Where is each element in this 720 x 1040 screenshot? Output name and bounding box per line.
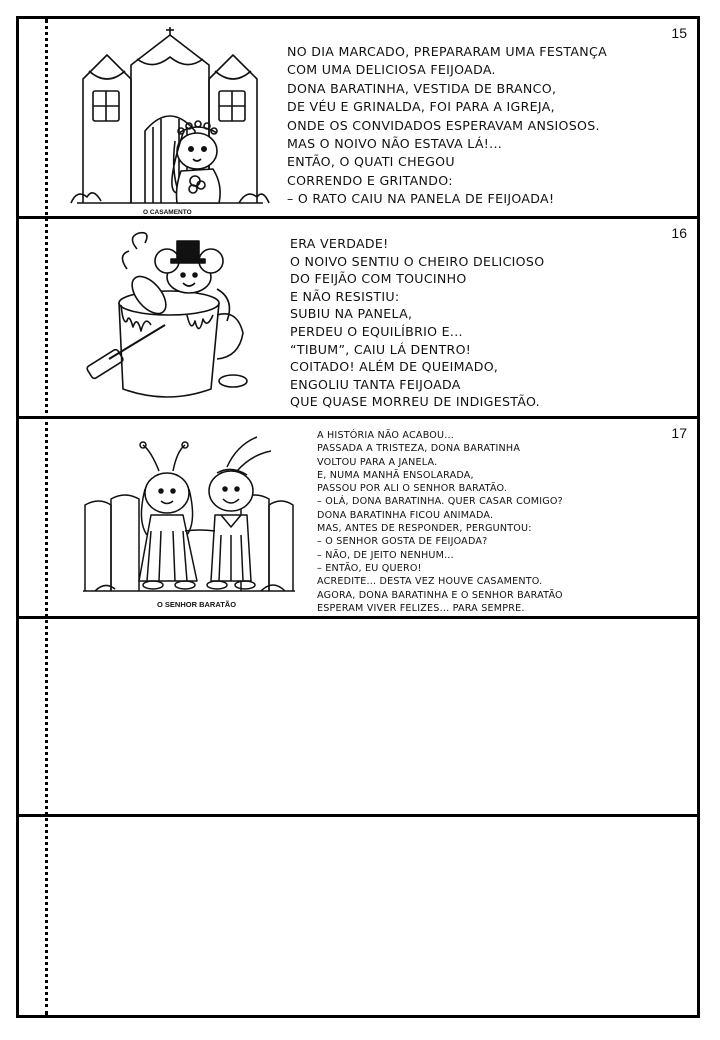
story-text — [317, 429, 563, 615]
story-panel-15 — [19, 19, 697, 219]
story-line: ERA VERDADE! — [290, 236, 389, 251]
story-panel-16 — [19, 219, 697, 419]
story-line: PASSOU POR ALI O SENHOR BARATÃO. — [317, 483, 508, 495]
panel-caption: O CASAMENTO — [143, 209, 192, 216]
story-line: “TIBUM”, CAIU LÁ DENTRO! — [290, 341, 472, 357]
story-line: COM UMA DELICIOSA FEIJOADA. — [287, 62, 496, 78]
story-line: SUBIU NA PANELA, — [290, 306, 413, 322]
story-line: ESPERAM VIVER FELIZES... PARA SEMPRE. — [317, 602, 525, 614]
panel-caption: O SENHOR BARATÃO — [157, 600, 237, 609]
empty-panel — [19, 817, 697, 1015]
story-line: ENGOLIU TANTA FEIJOADA — [290, 376, 461, 392]
story-line: ACREDITE... DESTA VEZ HOUVE CASAMENTO. — [317, 576, 543, 588]
story-line: DONA BARATINHA FICOU ANIMADA. — [317, 509, 494, 521]
panel-number: 17 — [671, 425, 687, 441]
cockroach-couple-icon — [81, 431, 297, 611]
story-line: PASSADA A TRISTEZA, DONA BARATINHA — [317, 443, 521, 455]
story-line: A HISTÓRIA NÃO ACABOU... — [317, 430, 455, 441]
empty-panel — [19, 619, 697, 817]
mouse-in-pot-icon — [67, 229, 267, 405]
story-text — [287, 43, 607, 209]
story-line: QUE QUASE MORREU DE INDIGESTÃO. — [290, 394, 540, 410]
story-line: NO DIA MARCADO, PREPARARAM UMA FESTANÇA — [287, 44, 608, 59]
story-line: MAS O NOIVO NÃO ESTAVA LÁ!... — [287, 136, 503, 152]
story-line: DO FEIJÃO COM TOUCINHO — [290, 271, 467, 287]
panel-number: 15 — [671, 25, 687, 41]
story-line: PERDEU O EQUILÍBRIO E... — [290, 323, 463, 339]
story-line: ONDE OS CONVIDADOS ESPERAVAM ANSIOSOS. — [287, 117, 600, 133]
story-line: DE VÉU E GRINALDA, FOI PARA A IGREJA, — [287, 99, 555, 115]
story-line: – NÃO, DE JEITO NENHUM... — [317, 549, 454, 561]
story-sheet — [16, 16, 700, 1018]
story-line: – O SENHOR GOSTA DE FEIJOADA? — [317, 536, 488, 548]
story-line: COITADO! ALÉM DE QUEIMADO, — [290, 359, 499, 375]
story-line: CORRENDO E GRITANDO: — [287, 172, 453, 188]
story-line: E, NUMA MANHÃ ENSOLARADA, — [317, 469, 474, 481]
story-panel-17 — [19, 419, 697, 619]
story-text — [290, 235, 544, 411]
story-line: O NOIVO SENTIU O CHEIRO DELICIOSO — [290, 253, 545, 269]
story-line: VOLTOU PARA A JANELA. — [317, 456, 438, 468]
story-line: AGORA, DONA BARATINHA E O SENHOR BARATÃO — [317, 589, 563, 601]
story-line: – O RATO CAIU NA PANELA DE FEIJOADA! — [287, 191, 555, 207]
panel-number: 16 — [671, 225, 687, 241]
story-line: ENTÃO, O QUATI CHEGOU — [287, 154, 455, 170]
story-line: – OLÁ, DONA BARATINHA. QUER CASAR COMIGO? — [317, 496, 563, 508]
story-line: MAS, ANTES DE RESPONDER, PERGUNTOU: — [317, 523, 532, 535]
story-line: DONA BARATINHA, VESTIDA DE BRANCO, — [287, 80, 557, 96]
story-line: – ENTÃO, EU QUERO! — [317, 562, 422, 574]
bride-at-church-icon — [67, 27, 273, 209]
story-line: E NÃO RESISTIU: — [290, 288, 400, 304]
